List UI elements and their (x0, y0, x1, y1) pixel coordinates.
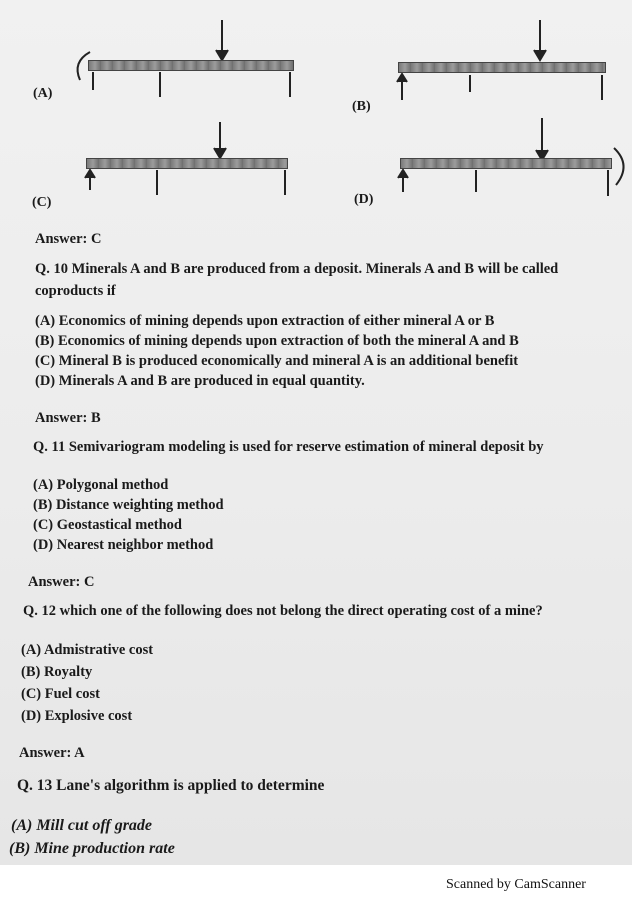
q12-option-d: (D) Explosive cost (21, 708, 133, 724)
q12-answer: Answer: A (19, 745, 85, 761)
q10-question-line1: Q. 10 Minerals A and B are produced from a deposit. Minerals A and B will be called (35, 261, 559, 277)
figure-label-c: (C) (32, 195, 52, 210)
q12-option-a: (A) Admistrative cost (21, 642, 154, 658)
camscanner-watermark: Scanned by CamScanner (446, 877, 586, 892)
q13-option-b: (B) Mine production rate (9, 840, 175, 857)
q11-option-c: (C) Geostastical method (33, 517, 183, 533)
figure-label-a: (A) (33, 86, 53, 101)
q10-option-c: (C) Mineral B is produced economically and mineral A is an additional benefit (35, 353, 519, 369)
q10-option-b: (B) Economics of mining depends upon extraction of both the mineral A and B (35, 333, 519, 349)
q10-answer: Answer: B (35, 410, 101, 426)
beam-diagrams (0, 0, 638, 230)
q13-question: Q. 13 Lane's algorithm is applied to determine (17, 777, 325, 794)
q12-option-b: (B) Royalty (21, 664, 93, 680)
q11-answer: Answer: C (28, 574, 95, 590)
beam-a (88, 60, 294, 71)
q13-option-a: (A) Mill cut off grade (11, 817, 153, 834)
q12-question: Q. 12 which one of the following does not belong the direct operating cost of a mine? (23, 603, 543, 619)
q12-option-c: (C) Fuel cost (21, 686, 100, 702)
beam-b (398, 62, 606, 73)
figure-label-d: (D) (354, 192, 374, 207)
q10-option-d: (D) Minerals A and B are produced in equal quantity. (35, 373, 365, 389)
q9-answer: Answer: C (35, 231, 102, 247)
figure-label-b: (B) (352, 99, 371, 114)
beam-d (400, 158, 612, 169)
q11-option-d: (D) Nearest neighbor method (33, 537, 214, 553)
q10-option-a: (A) Economics of mining depends upon extraction of either mineral A or B (35, 313, 495, 329)
q11-option-a: (A) Polygonal method (33, 477, 169, 493)
q11-option-b: (B) Distance weighting method (33, 497, 224, 513)
q11-question: Q. 11 Semivariogram modeling is used for reserve estimation of mineral deposit by (33, 439, 544, 455)
q10-question-line2: coproducts if (35, 283, 116, 299)
beam-c (86, 158, 288, 169)
